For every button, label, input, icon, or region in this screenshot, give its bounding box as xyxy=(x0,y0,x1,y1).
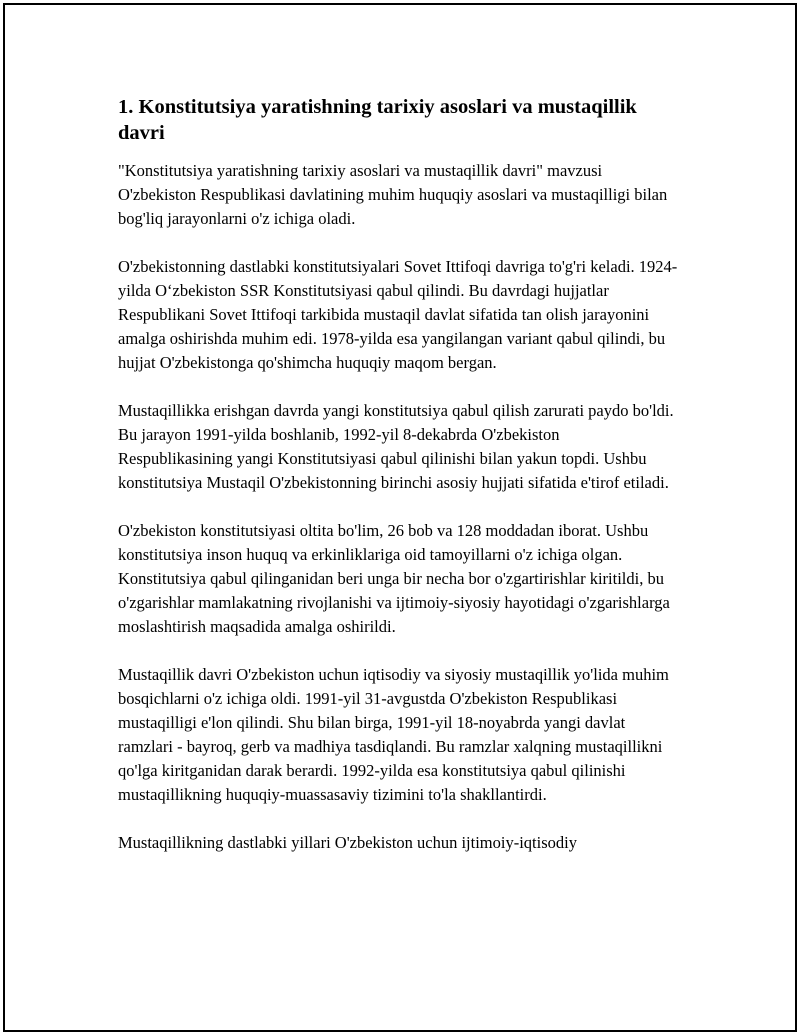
paragraph-structure: O'zbekiston konstitutsiyasi oltita bo'lim, 26 bob va 128 moddadan iborat. Ushbu konstitutsiya inson huquq va erkinliklariga oid tamoyillarni o'z ichiga olgan. Konstitutsiya qabul qilinganidan beri unga bir necha bor o'zgartirishlar kiritildi, bu o'zgarishlar mamlakatning rivojlanishi va ijtimoiy-siyosiy hayotidagi o'zgarishlarga moslashtirish maqsadida amalga oshirildi. xyxy=(118,521,670,636)
document-body xyxy=(118,94,678,879)
paragraph-independence: Mustaqillik davri O'zbekiston uchun iqtisodiy va siyosiy mustaqillik yo'lida muhim bosqichlarni o'z ichiga oldi. 1991-yil 31-avgustda O'zbekiston Respublikasi mustaqilligi e'lon qilindi. Shu bilan birga, 1991-yil 18-noyabrda yangi davlat ramzlari - bayroq, gerb va madhiya tasdiqlandi. Bu ramzlar xalqning mustaqillikni qo'lga kiritganidan darak berardi. 1992-yilda esa konstitutsiya qabul qilinishi mustaqillikning huquqiy-muassasaviy tizimini to'la shakllantirdi. xyxy=(118,665,669,804)
paragraph-new-constitution: Mustaqillikka erishgan davrda yangi konstitutsiya qabul qilish zarurati paydo bo'ldi. Bu jarayon 1991-yilda boshlanib, 1992-yil 8-dekabrda O'zbekiston Respublikasining yangi Konstitutsiyasi qabul qilinishi bilan yakun topdi. Ushbu konstitutsiya Mustaqil O'zbekistonning birinchi asosiy hujjati sifatida e'tirof etiladi. xyxy=(118,401,674,492)
paragraph-soviet-era: O'zbekistonning dastlabki konstitutsiyalari Sovet Ittifoqi davriga to'g'ri keladi. 1924-yilda O‘zbekiston SSR Konstitutsiyasi qabul qilindi. Bu davrdagi hujjatlar Respublikani Sovet Ittifoqi tarkibida mustaqil davlat sifatida tan olish jarayonini amalga oshirishda muhim edi. 1978-yilda esa yangilangan variant qabul qilindi, bu hujjat O'zbekistonga qo'shimcha huquqiy maqom bergan. xyxy=(118,257,678,372)
section-heading: 1. Konstitutsiya yaratishning tarixiy asoslari va mustaqillik davri xyxy=(118,96,637,144)
paragraph-early-years: Mustaqillikning dastlabki yillari O'zbekiston uchun ijtimoiy-iqtisodiy xyxy=(118,833,577,852)
paragraph-intro: "Konstitutsiya yaratishning tarixiy asoslari va mustaqillik davri" mavzusi O'zbekiston Respublikasi davlatining muhim huquqiy asoslari va mustaqilligi bilan bog'liq jarayonlarni o'z ichiga oladi. xyxy=(118,161,668,228)
